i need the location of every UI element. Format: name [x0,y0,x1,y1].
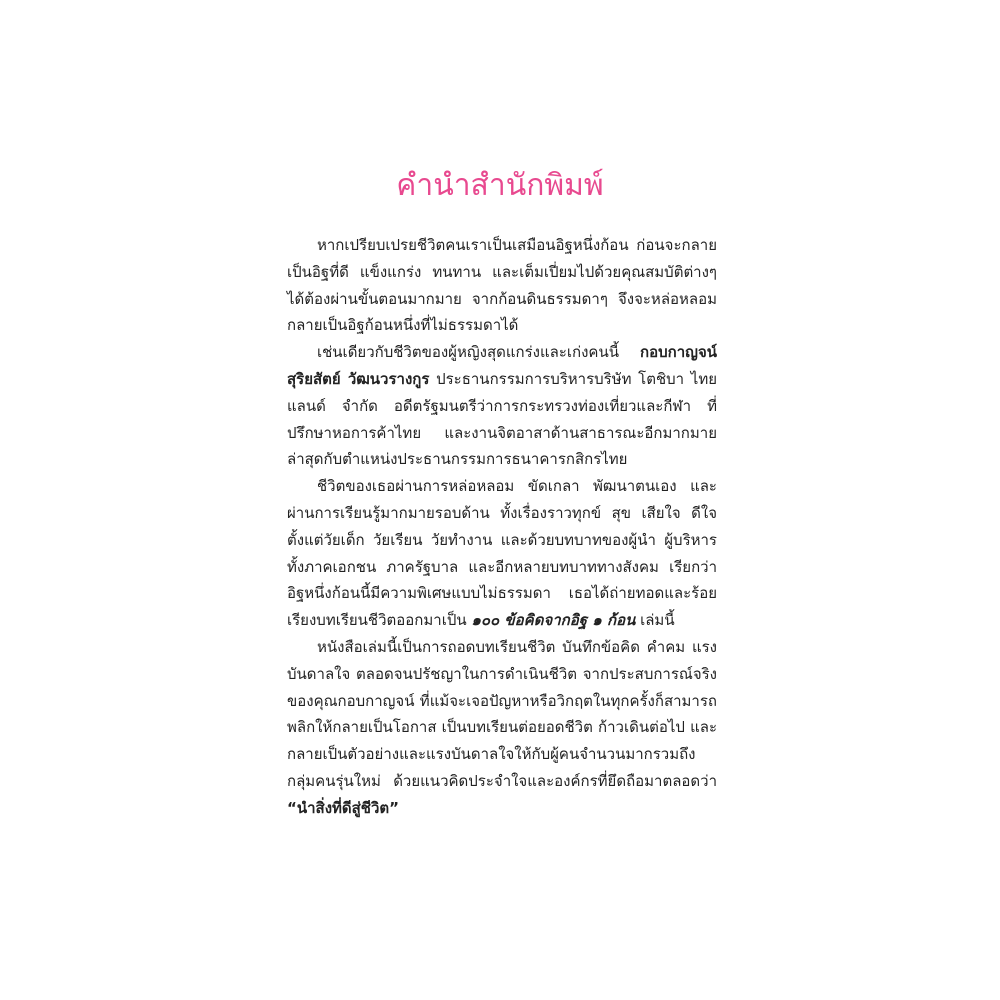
paragraph-text: ชีวิตของเธอผ่านการหล่อหลอม ขัดเกลา พัฒนาตนเอง และผ่านการเรียนรู้มากมายรอบด้าน ทั้งเรื่องราวทุกข์ สุข เสียใจ ดีใจ ตั้งแต่วัยเด็ก วัยเรียน วัยทำงาน และด้วยบทบาทของผู้นำ ผู้บริหาร ทั้งภาคเอกชน ภาครัฐบาล และอีกหลายบทบาททางสังคม เรียกว่าอิฐหนึ่งก้อนนี้มีความพิเศษแบบไม่ธรรมดา เธอได้ถ่ายทอดและร้อยเรียงบทเรียนชีวิตออกมาเป็น [287,477,717,630]
preface-body [287,232,717,822]
motto-quote: “นำสิ่งที่ดีสู่ชีวิต” [287,798,400,817]
paragraph-text: เช่นเดียวกับชีวิตของผู้หญิงสุดแกร่งและเก่งคนนี้ [317,343,641,362]
paragraph-text: หากเปรียบเปรยชีวิตคนเราเป็นเสมือนอิฐหนึ่งก้อน ก่อนจะกลายเป็นอิฐที่ดี แข็งแกร่ง ทนทาน และเต็มเปี่ยมไปด้วยคุณสมบัติต่างๆ ได้ต้องผ่านขั้นตอนมากมาย จากก้อนดินธรรมดาๆ จึงจะหล่อหลอมกลายเป็นอิฐก้อนหนึ่งที่ไม่ธรรมดาได้ [287,236,717,335]
page-title: คำนำสำนักพิมพ์ [396,168,604,203]
paragraph-4 [287,634,717,822]
paragraph-1 [287,232,717,339]
paragraph-text: ประธานกรรมการบริหารบริษัท โตชิบา ไทยแลนด์ จำกัด อดีตรัฐมนตรีว่าการกระทรวงท่องเที่ยวและกีฬา ที่ปรึกษาหอการค้าไทย และงานจิตอาสาด้านสาธารณะอีกมากมาย ล่าสุดกับตำแหน่งประธานกรรมการธนาคารกสิกรไทย [287,369,717,469]
paragraph-text: เล่มนี้ [635,611,675,630]
paragraph-3 [287,473,717,634]
author-name: กอบกาญจน์ สุริยสัตย์ วัฒนวรางกูร [287,343,717,388]
paragraph-2 [287,339,717,473]
book-title: ๑๐๐ ข้อคิดจากอิฐ ๑ ก้อน [471,611,636,630]
paragraph-text: หนังสือเล่มนี้เป็นการถอดบทเรียนชีวิต บันทึกข้อคิด คำคม แรงบันดาลใจ ตลอดจนปรัชญาในการดำเนินชีวิต จากประสบการณ์จริงของคุณกอบกาญจน์ ที่แม้จะเจอปัญหาหรือวิกฤตในทุกครั้งก็สามารถพลิกให้กลายเป็นโอกาส เป็นบทเรียนต่อยอดชีวิต ก้าวเดินต่อไป และกลายเป็นตัวอย่างและแรงบันดาลใจให้กับผู้คนจำนวนมากรวมถึงกลุ่มคนรุ่นใหม่ ด้วยแนวคิดประจำใจและองค์กรที่ยึดถือมาตลอดว่า [287,637,717,790]
